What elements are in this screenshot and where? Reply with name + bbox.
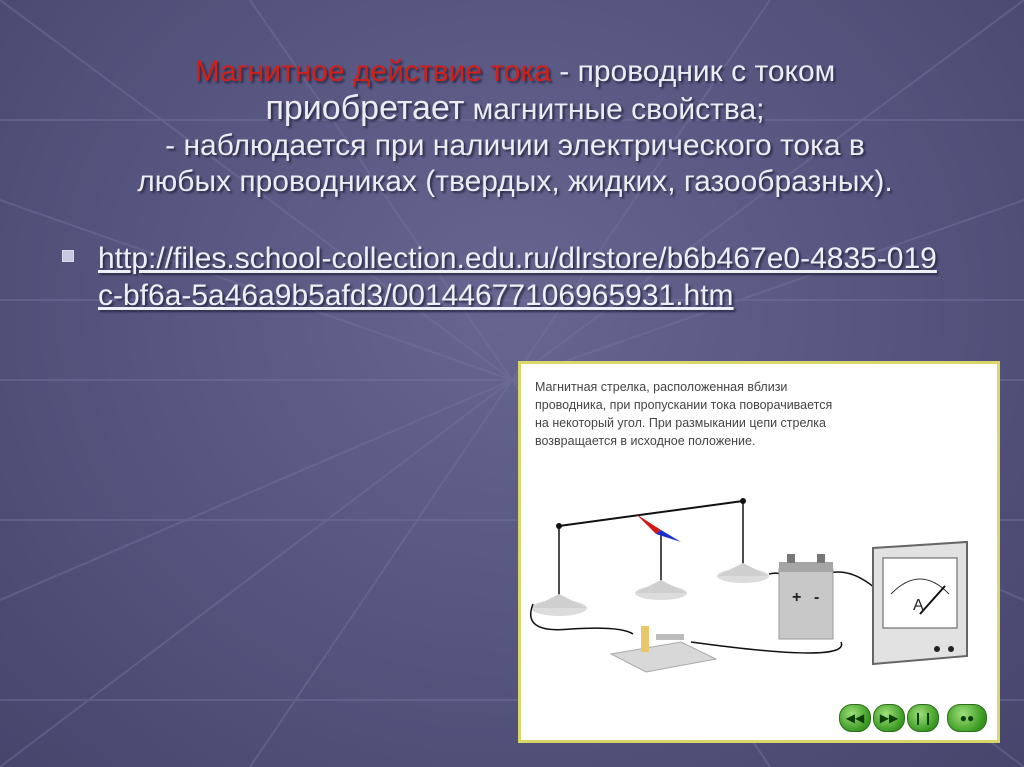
- resource-link[interactable]: http://files.school-collection.edu.ru/dlrstore/b6b467e0-4835-019c-bf6a-5a46a9b5afd3/00144677106965931.htm: [98, 242, 937, 312]
- pause-button[interactable]: [907, 704, 939, 732]
- title-part-2: магнитные свойства;: [464, 93, 765, 126]
- battery-plus-label: +: [792, 589, 802, 606]
- title-part-1: - проводник с током: [550, 55, 836, 88]
- pause-icon: ❙❙: [912, 711, 934, 725]
- slide-title: [60, 54, 970, 200]
- title-emphasis: приобретает: [265, 89, 465, 127]
- title-line-4: любых проводниках (твердых, жидких, газообразных).: [137, 165, 893, 198]
- animation-panel: [518, 361, 1000, 743]
- title-line-3: - наблюдается при наличии электрического тока в: [165, 129, 865, 162]
- panel-description: Магнитная стрелка, расположенная вблизи проводника, при пропускании тока поворачивается на некоторый угол. При размыкании цепи стрелка возвращается в исходное положение.: [535, 380, 833, 448]
- rewind-icon: ◀◀: [845, 711, 865, 725]
- ammeter-label: A: [913, 597, 924, 614]
- title-highlight: Магнитное действие тока: [194, 55, 551, 88]
- play-button[interactable]: [873, 704, 905, 732]
- camera-button[interactable]: [947, 704, 987, 732]
- experiment-illustration: [521, 364, 997, 740]
- battery-minus-label: -: [814, 589, 820, 606]
- play-icon: ▶▶: [879, 711, 899, 725]
- rewind-button[interactable]: [839, 704, 871, 732]
- camera-icon: ●●: [959, 711, 975, 725]
- bullet-icon: [62, 250, 74, 262]
